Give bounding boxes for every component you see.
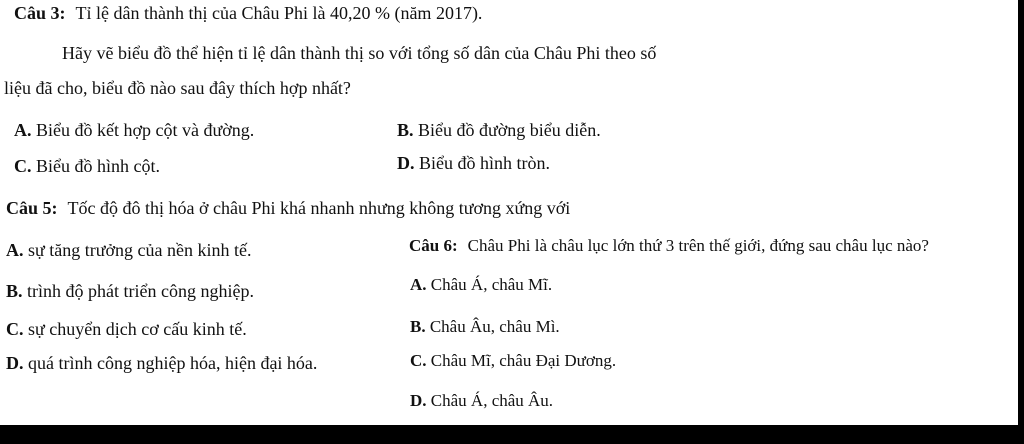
q5-option-a [6, 239, 251, 261]
q3-stem-line2: Hãy vẽ biểu đồ thể hiện tỉ lệ dân thành thị so với tổng số dân của Châu Phi theo số [62, 43, 657, 63]
option-text: Châu Âu, châu Mì. [429, 317, 560, 336]
option-label: C. [14, 156, 32, 176]
option-text: quá trình công nghiệp hóa, hiện đại hóa. [28, 353, 318, 373]
option-text: Châu Á, châu Âu. [430, 391, 554, 410]
option-text: Biểu đồ hình cột. [36, 156, 160, 176]
option-text: sự tăng trưởng của nền kinh tế. [28, 240, 252, 260]
q3-stem-line1 [14, 2, 482, 24]
q5-text: Tốc độ đô thị hóa ở châu Phi khá nhanh nhưng không tương xứng với [67, 198, 571, 218]
option-label: B. [6, 281, 23, 301]
q6-text: Châu Phi là châu lục lớn thứ 3 trên thế giới, đứng sau châu lục nào? [467, 236, 929, 255]
q6-option-b [410, 316, 560, 338]
option-label: A. [14, 120, 32, 140]
q6-stem [409, 235, 929, 257]
option-label: A. [410, 275, 427, 294]
q6-number: Câu 6: [409, 236, 458, 255]
q6-option-d [410, 390, 553, 412]
option-label: C. [6, 319, 24, 339]
right-border [1018, 0, 1024, 425]
q3-number: Câu 3: [14, 3, 66, 23]
q3-option-a [14, 119, 254, 141]
option-label: D. [6, 353, 24, 373]
q3-text-line1: Tỉ lệ dân thành thị của Châu Phi là 40,20 % (năm 2017). [75, 3, 483, 23]
option-text: Châu Mĩ, châu Đại Dương. [430, 351, 617, 370]
option-text: sự chuyển dịch cơ cấu kinh tế. [28, 319, 247, 339]
q5-stem [6, 197, 570, 219]
option-text: trình độ phát triển công nghiệp. [27, 281, 254, 301]
option-label: B. [397, 120, 414, 140]
option-text: Biểu đồ kết hợp cột và đường. [36, 120, 255, 140]
q5-number: Câu 5: [6, 198, 58, 218]
option-label: D. [397, 153, 415, 173]
q5-option-b [6, 280, 254, 302]
bottom-border [0, 425, 1024, 444]
option-label: B. [410, 317, 426, 336]
q6-option-a [410, 274, 552, 296]
option-label: D. [410, 391, 427, 410]
option-text: Biểu đồ hình tròn. [419, 153, 550, 173]
q6-option-c [410, 350, 616, 372]
q3-option-b [397, 119, 601, 141]
q5-option-c [6, 318, 247, 340]
q3-stem-line3: liệu đã cho, biểu đồ nào sau đây thích hợp nhất? [4, 78, 351, 98]
q3-option-d [397, 152, 550, 174]
option-label: A. [6, 240, 24, 260]
option-label: C. [410, 351, 427, 370]
q3-option-c [14, 155, 160, 177]
q5-option-d [6, 352, 317, 374]
option-text: Biểu đồ đường biểu diễn. [418, 120, 601, 140]
option-text: Châu Á, châu Mĩ. [430, 275, 553, 294]
